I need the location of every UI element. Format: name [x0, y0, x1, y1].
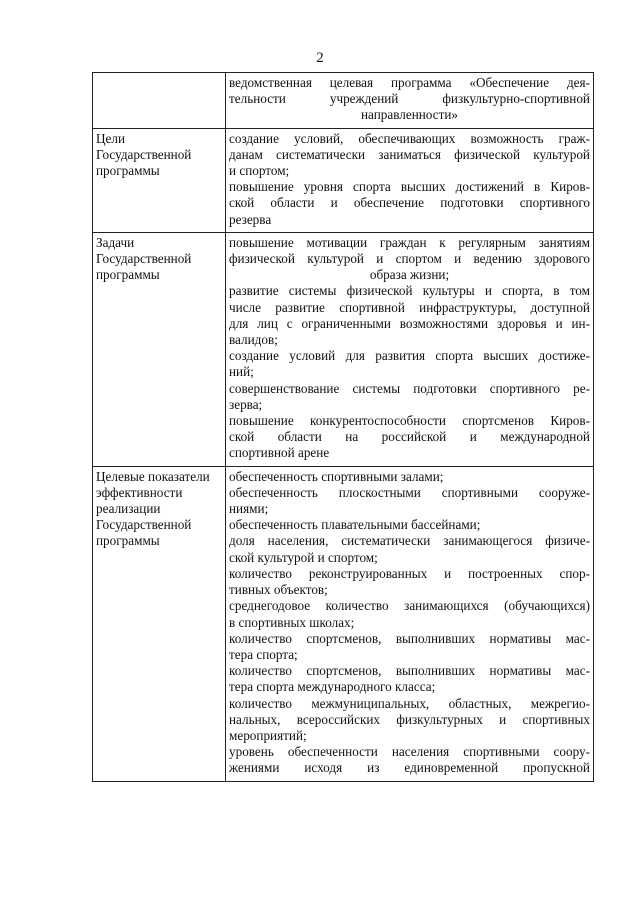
- value-text-line: числе развитие спортивной инфраструктуры, доступной: [229, 299, 590, 315]
- row-label-line: реализации: [96, 501, 161, 517]
- value-text-line: обеспеченность плоскостными спортивными сооруже-: [229, 484, 590, 500]
- row-label-cell: [93, 466, 226, 781]
- value-text-line: ской области на российской и международной: [229, 429, 590, 445]
- value-text-line: тера спорта;: [229, 646, 298, 662]
- value-text-line: создание условий, обеспечивающих возможность граж-: [229, 130, 590, 146]
- row-label-line: Государственной: [96, 517, 192, 533]
- value-text-line: количество реконструированных и построенных спор-: [229, 565, 590, 581]
- value-text-line: среднегодовое количество занимающихся (обучающихся): [229, 598, 590, 614]
- row-label-line: программы: [96, 163, 160, 179]
- row-label-cell: [93, 128, 226, 232]
- program-passport-table: [92, 72, 594, 782]
- row-label-cell: [93, 73, 226, 129]
- value-text-line: обеспеченность спортивными залами;: [229, 468, 444, 484]
- value-text-line: для лиц с ограниченными возможностями здоровья и ин-: [229, 315, 590, 331]
- value-text-line: количество спортсменов, выполнивших нормативы мас-: [229, 630, 590, 646]
- program-tasks-row: [93, 232, 594, 466]
- row-value-cell: [226, 466, 594, 781]
- value-text-line: образа жизни;: [369, 267, 450, 283]
- page-number: 2: [316, 50, 324, 66]
- row-label-cell: [93, 232, 226, 466]
- value-text-line: и спортом;: [229, 163, 290, 179]
- value-text-line: повышение конкурентоспособности спортсменов Киров-: [229, 413, 590, 429]
- value-text-line: количество спортсменов, выполнивших нормативы мас-: [229, 663, 590, 679]
- value-text-line: валидов;: [229, 332, 278, 348]
- program-type-row: [93, 73, 594, 129]
- program-goals-row: [93, 128, 594, 232]
- value-text-line: тельности учреждений физкультурно-спортивной: [229, 91, 590, 107]
- value-text-line: ской культурой и спортом;: [229, 549, 378, 565]
- row-value-cell: [226, 73, 594, 129]
- value-text-line: совершенствование системы подготовки спортивного ре-: [229, 380, 590, 396]
- value-text-line: тера спорта международного класса;: [229, 679, 436, 695]
- program-indicators-row: [93, 466, 594, 781]
- row-label-line: Цели: [96, 130, 126, 146]
- row-label-line: Государственной: [96, 146, 192, 162]
- value-text-line: повышение мотивации граждан к регулярным занятиям: [229, 234, 590, 250]
- value-text-line: направленности»: [360, 107, 459, 123]
- value-text-line: уровень обеспеченности населения спортивными соору-: [229, 744, 590, 760]
- value-text-line: зерва;: [229, 396, 263, 412]
- value-text-line: доля населения, систематически занимающегося физиче-: [229, 533, 590, 549]
- value-text-line: обеспеченность плавательными бассейнами;: [229, 517, 481, 533]
- value-text-line: физической культурой и спортом и ведению здорового: [229, 251, 590, 267]
- value-text-line: ведомственная целевая программа «Обеспечение дея-: [229, 75, 590, 90]
- value-text-line: спортивной арене: [229, 445, 330, 461]
- row-value-cell: [226, 232, 594, 466]
- row-value-cell: [226, 128, 594, 232]
- value-text-line: повышение уровня спорта высших достижений в Киров-: [229, 179, 590, 195]
- row-label-line: Государственной: [96, 251, 192, 267]
- value-text-line: резерва: [229, 211, 272, 227]
- value-text-line: в спортивных школах;: [229, 614, 355, 630]
- value-text-line: количество межмуниципальных, областных, межрегио-: [229, 695, 590, 711]
- value-text-line: развитие системы физической культуры и спорта, в том: [229, 283, 590, 299]
- row-label-line: программы: [96, 533, 160, 549]
- row-label-line: программы: [96, 267, 160, 283]
- value-text-line: создание условий для развития спорта высших достиже-: [229, 348, 590, 364]
- value-text-line: данам систематически заниматься физической культурой: [229, 146, 590, 162]
- value-text-line: жениями исходя из единовременной пропускной: [229, 760, 590, 776]
- value-text-line: нальных, всероссийских физкультурных и спортивных: [229, 711, 590, 727]
- row-label-line: Целевые показатели: [96, 468, 210, 484]
- row-label-line: эффективности: [96, 484, 183, 500]
- value-text-line: тивных объектов;: [229, 582, 328, 598]
- value-text-line: ской области и обеспечение подготовки спортивного: [229, 195, 590, 211]
- value-text-line: ниями;: [229, 501, 269, 517]
- value-text-line: мероприятий;: [229, 727, 307, 743]
- row-label-line: Задачи: [96, 234, 135, 250]
- value-text-line: ний;: [229, 364, 254, 380]
